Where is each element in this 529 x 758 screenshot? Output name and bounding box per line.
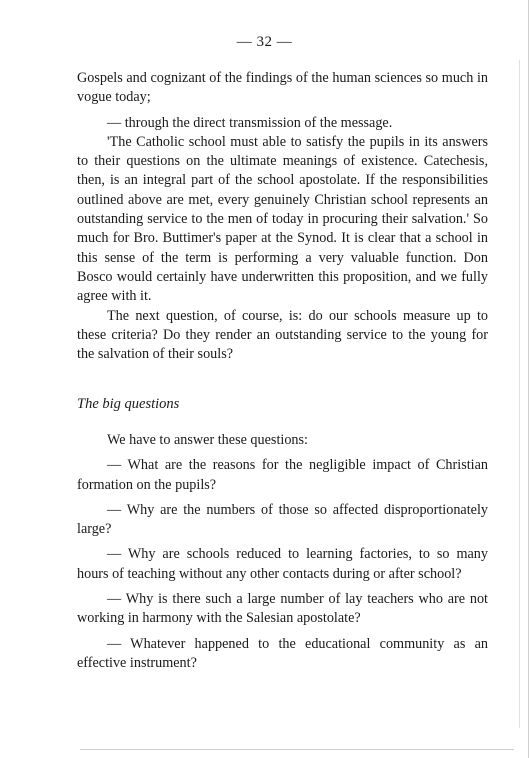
question-item: — What are the reasons for the negligible impact of Christian formation on the pupils? — [77, 457, 488, 493]
page-edge-bottom — [80, 749, 514, 750]
body-text-bottom — [77, 431, 488, 673]
paragraph: We have to answer these questions: — [107, 432, 308, 448]
paragraph: Gospels and cognizant of the findings of the human sciences so much in vogue today; — [77, 70, 488, 106]
question-item: — Why are schools reduced to learning factories, to so many hours of teaching without any other contacts during or after school? — [77, 546, 488, 582]
question-item: — Whatever happened to the educational community as an effective instrument? — [77, 635, 488, 671]
paragraph: The next question, of course, is: do our schools measure up to these criteria? Do they render an outstanding service to the young for the salvation of their souls? — [77, 307, 488, 363]
page-number: — 32 — — [236, 34, 293, 50]
body-text-top — [77, 69, 488, 364]
page-edge-right — [519, 60, 520, 728]
paragraph: — through the direct transmission of the message. — [107, 114, 393, 131]
question-item: — Why is there such a large number of lay teachers who are not working in harmony with the Salesian apostolate? — [77, 591, 488, 627]
question-item: — Why are the numbers of those so affected disproportionately large? — [77, 501, 488, 538]
section-heading: The big questions — [77, 396, 180, 412]
paragraph: 'The Catholic school must able to satisfy the pupils in its answers to their questions on the ultimate meanings of existence. Catechesis, then, is an integral part of the school apostolate. If the responsibilities outlined above are met, every genuinely Christian school represents an outstanding service to the men of today in procuring their salvation.' So much for Bro. Buttimer's paper at the Synod. It is clear that a school in this sense of the term is performing a very valuable function. Don Bosco would certainly have underwritten this proposition, and we fully agree with it. — [77, 133, 488, 305]
